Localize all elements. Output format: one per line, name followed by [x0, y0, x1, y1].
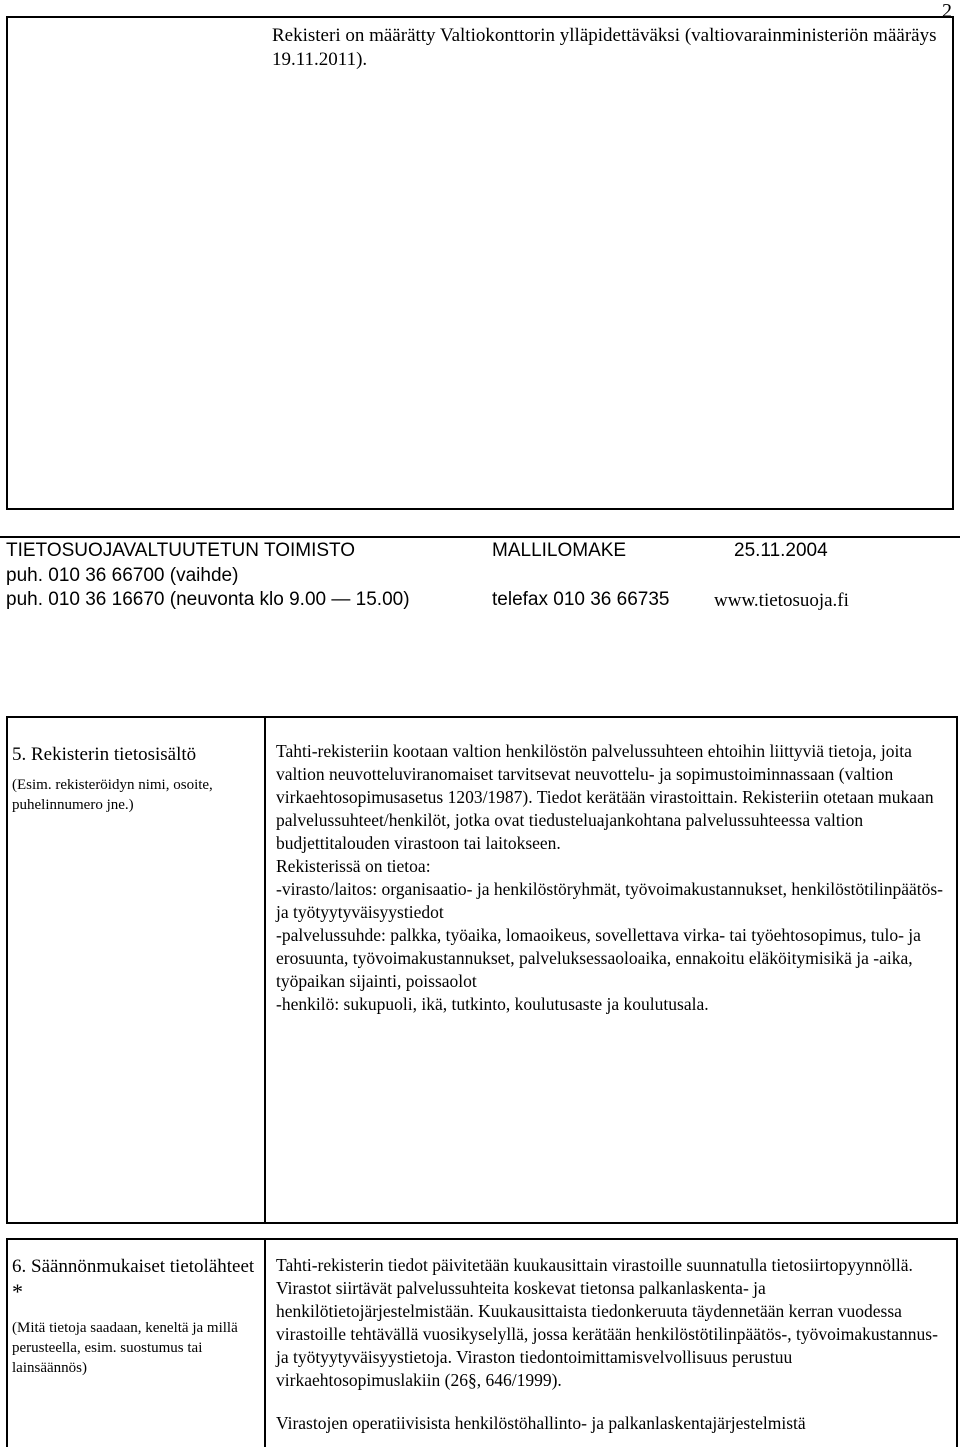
section-5-label	[12, 742, 257, 815]
section-6-paragraph: Virastojen operatiivisista henkilöstöhallinto- ja palkanlaskentajärjestelmistä	[276, 1413, 806, 1433]
form-type: MALLILOMAKE	[492, 540, 627, 561]
phone-advice: puh. 010 36 16670 (neuvonta klo 9.00 — 15.00)	[6, 589, 410, 610]
section-6-title: 6. Säännönmukaiset tietolähteet	[12, 1256, 255, 1277]
section-5-paragraph: -virasto/laitos: organisaatio- ja henkilöstöryhmät, työvoimakustannukset, henkilöstötilinpäätös- ja työtyytyväisyystiedot	[276, 879, 943, 922]
top-info-box	[6, 16, 954, 510]
website-link[interactable]: www.tietosuoja.fi	[714, 590, 849, 611]
section-6-divider	[264, 1238, 266, 1447]
fax-number: telefax 010 36 66735	[492, 589, 670, 610]
office-header-rule	[0, 536, 960, 538]
section-5-paragraph: -palvelussuhde: palkka, työaika, lomaoikeus, sovellettava virka- tai työehtosopimus, tulo- ja erosuunta, työvoimakustannukset, palveluksessaoloaika, ennakoitu eläköitymisikä ja -aika, työpaikan sijainti, poissaolot	[276, 925, 921, 991]
section-5-paragraph: Tahti-rekisteriin kootaan valtion henkilöstön palvelussuhteen ehtoihin liittyviä tietoja, joita valtion neuvotteluviranomaiset tarvitsevat neuvottelu- ja sopimustoiminnassaan (valtion virkaehtosopimusasetus 1203/1987). Tiedot kerätään virastoittain. Rekisteriin otetaan mukaan palvelussuhteet/henkilöt, jotka ovat tiedusteluajankohtana palvelussuhteessa valtion budjettitalouden virastoon tai laitokseen.	[276, 741, 934, 853]
section-5-subtitle: (Esim. rekisteröidyn nimi, osoite, puhelinnumero jne.)	[12, 777, 213, 813]
phone-main: puh. 010 36 66700 (vaihde)	[6, 565, 239, 586]
section-6-paragraph: Tahti-rekisterin tiedot päivitetään kuukausittain virastoille suunnatulla tietosiirtopyynnöllä. Virastot siirtävät palvelussuhteita koskevat tietonsa palkanlaskenta- ja henkilötietojärjestelmistään. Kuukausittaista tiedonkeruuta täydennetään kerran vuodessa virastoille tehtävällä vuosikyselyllä, jossa kerätään henkilöstötilinpäätös-, työvoimakustannus- ja työtyytyväisyystietoja. Viraston tiedontoimittamisvelvollisuus perustuu virkaehtosopimuslakiin (26§, 646/1999).	[276, 1255, 938, 1390]
section-5-content	[276, 740, 944, 1016]
section-6-label	[12, 1254, 257, 1378]
required-asterisk: *	[12, 1279, 23, 1304]
section-5-divider	[264, 716, 266, 1224]
form-date: 25.11.2004	[734, 540, 828, 561]
register-maintainer-note: Rekisteri on määrätty Valtiokonttorin ylläpidettäväksi (valtiovarainministeriön määräys 19.11.2011).	[272, 25, 937, 70]
office-name: TIETOSUOJAVALTUUTETUN TOIMISTO	[6, 540, 356, 561]
page-number: 2	[942, 0, 952, 22]
section-6-content	[276, 1254, 944, 1435]
section-6-subtitle: (Mitä tietoja saadaan, keneltä ja millä perusteella, esim. suostumus tai lainsäännös)	[12, 1320, 238, 1376]
section-5-paragraph: Rekisterissä on tietoa:	[276, 856, 431, 876]
section-5-paragraph: -henkilö: sukupuoli, ikä, tutkinto, koulutusaste ja koulutusala.	[276, 994, 709, 1014]
section-5-title: 5. Rekisterin tietosisältö	[12, 744, 197, 765]
